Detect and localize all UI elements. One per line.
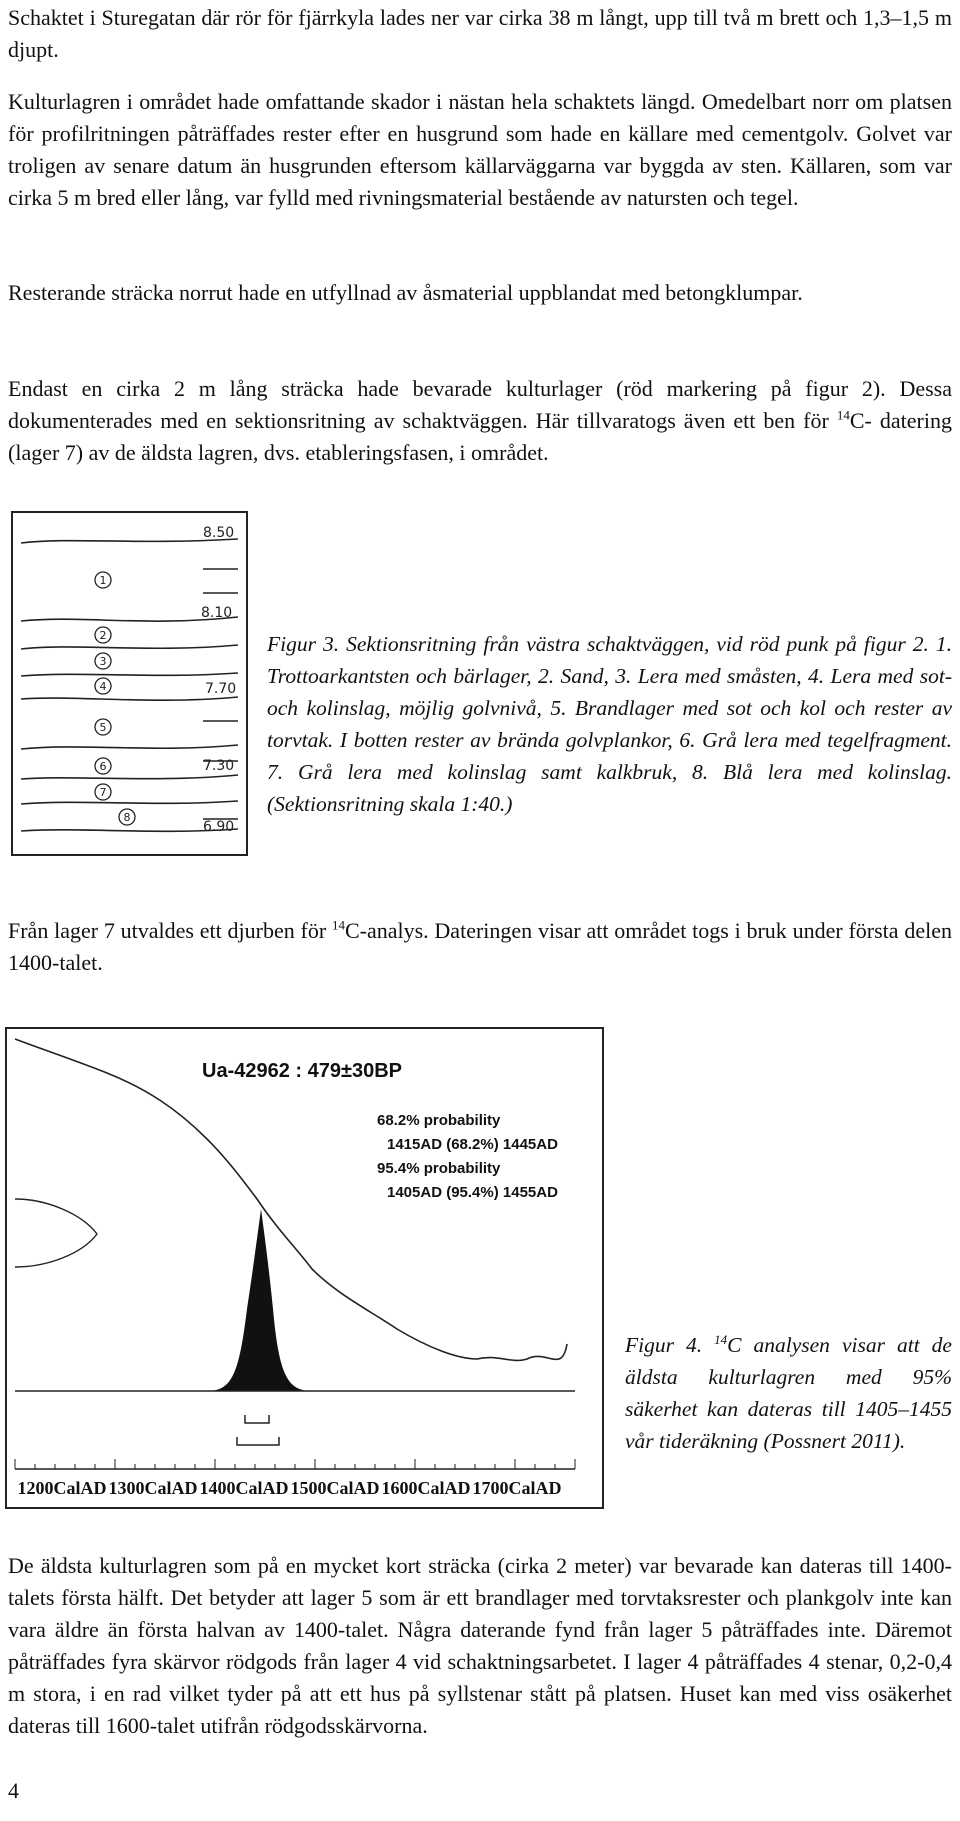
paragraph-preserved-layers [8, 373, 952, 469]
elevation-label: 7.70 [205, 681, 237, 697]
layer-number: 2 [99, 629, 107, 642]
caption-text: Figur 4. [625, 1333, 715, 1357]
layer-boundary [21, 801, 238, 804]
caption-text: C analysen visar att de äldsta kulturlagren med 95% säkerhet kan dateras till 1405–1455 vår tideräkning (Possnert 2011). [625, 1333, 952, 1453]
layer-boundary [21, 673, 238, 676]
paragraph-text: Från lager 7 utvaldes ett djurben för [8, 918, 332, 943]
paragraph-conclusion: De äldsta kulturlagren som på en mycket kort sträcka (cirka 2 meter) var bevarade kan dateras till 1400-talets första hälft. Det betyder att lager 5 som är ett brandlager med torvtaksrester och plankgolv inte kan vara äldre än första halvan av 1400-talet. Några daterande fynd från lager 5 påträffades inte. Däremot påträffades fyra skärvor rödgods från lager 4 vid schaktningsarbetet. I lager 4 påträffades 4 stenar, 0,2-0,4 m stora, i en rad vilket tyder på att ett hus på syllstenar stått på platsen. Huset kan med viss osäkerhet dateras till 1600-talet utifrån rödgodsskärvorna. [8, 1553, 952, 1738]
page-number: 4 [8, 1778, 19, 1803]
section-drawing-svg [13, 513, 246, 854]
figure4-caption [625, 1329, 952, 1457]
section-drawing [11, 511, 248, 856]
superscript: 14 [331, 917, 345, 933]
layer-number: 7 [99, 786, 107, 799]
axis-tick-label: 1400CalAD [199, 1478, 289, 1498]
layer-boundary [21, 697, 238, 700]
superscript: 14 [836, 407, 850, 423]
paragraph-dating [8, 915, 952, 979]
figure3-caption: Figur 3. Sektionsritning från västra schaktväggen, vid röd punk på figur 2. 1. Trottoarkantsten och bärlager, 2. Sand, 3. Lera med småsten, 4. Lera med sot- och kolinslag, möjlig golvnivå, 5. Brandlager med sot och kol och rester av torvtak. I botten rester av brända golvplankor, 6. Grå lera med tegelfragment. 7. Grå lera med kolinslag samt kalkbruk, 8. Blå lera med kolinslag. (Sektionsritning skala 1:40.) [267, 632, 952, 816]
paragraph-intro: Schaktet i Sturegatan där rör för fjärrkyla lades ner var cirka 38 m långt, upp till två m brett och 1,3–1,5 m djupt. [8, 5, 952, 62]
paragraph-damage: Kulturlagren i området hade omfattande skador i nästan hela schaktets längd. Omedelbart norr om platsen för profilritningen påträffades rester efter en husgrund som hade en källare med cementgolv. Golvet var troligen av senare datum än husgrunden eftersom källarväggarna var byggda av sten. Källaren, som var cirka 5 m bred eller lång, var fylld med rivningsmaterial bestående av natursten och tegel. [8, 89, 952, 210]
elevation-label: 8.50 [203, 525, 235, 541]
axis-tick-label: 1500CalAD [290, 1478, 380, 1498]
layer-boundary [21, 745, 238, 749]
calibration-plot-svg [7, 1029, 602, 1507]
layer-number: 5 [99, 721, 107, 734]
axis-tick-label: 1300CalAD [108, 1478, 198, 1498]
probability-line: 95.4% probability [377, 1160, 501, 1177]
layer-number: 3 [99, 655, 107, 668]
elevation-label: 6.90 [203, 819, 235, 835]
elevation-label: 8.10 [201, 605, 233, 621]
probability-line: 1405AD (95.4%) 1455AD [387, 1184, 558, 1201]
layer-boundary [21, 775, 238, 779]
layer-number: 8 [123, 811, 131, 824]
probability-line: 68.2% probability [377, 1112, 501, 1129]
axis-ticks [15, 1459, 575, 1469]
plot-title: Ua-42962 : 479±30BP [202, 1060, 402, 1082]
paragraph-text: Endast en cirka 2 m lång sträcka hade bevarade kulturlager (röd markering på figur 2). Dessa dokumenterades med en sektionsritning av schaktväggen. Här tillvaratogs även ett ben för [8, 376, 952, 433]
paragraph-fill: Resterande sträcka norrut hade en utfyllnad av åsmaterial uppblandat med betongklumpar. [8, 280, 803, 305]
bp-distribution [15, 1199, 97, 1267]
range-bracket-95 [237, 1437, 279, 1445]
layer-number: 4 [99, 680, 107, 693]
layer-number: 6 [99, 760, 107, 773]
axis-tick-label: 1700CalAD [472, 1478, 562, 1498]
layer-boundary [21, 645, 238, 649]
calendar-distribution [207, 1209, 312, 1391]
layer-number: 1 [99, 574, 107, 587]
probability-line: 1415AD (68.2%) 1445AD [387, 1136, 558, 1153]
axis-tick-label: 1200CalAD [17, 1478, 107, 1498]
superscript: 14 [714, 1331, 728, 1347]
paragraph-text: C-analys. Dateringen visar att området togs i bruk under första delen 1400-talet. [8, 918, 952, 975]
elevation-label: 7.30 [203, 758, 235, 774]
range-bracket-68 [245, 1415, 269, 1423]
axis-tick-label: 1600CalAD [381, 1478, 471, 1498]
paragraph-text: C- datering (lager 7) av de äldsta lagren, dvs. etableringsfasen, i området. [8, 408, 952, 465]
calibration-plot [5, 1027, 604, 1509]
